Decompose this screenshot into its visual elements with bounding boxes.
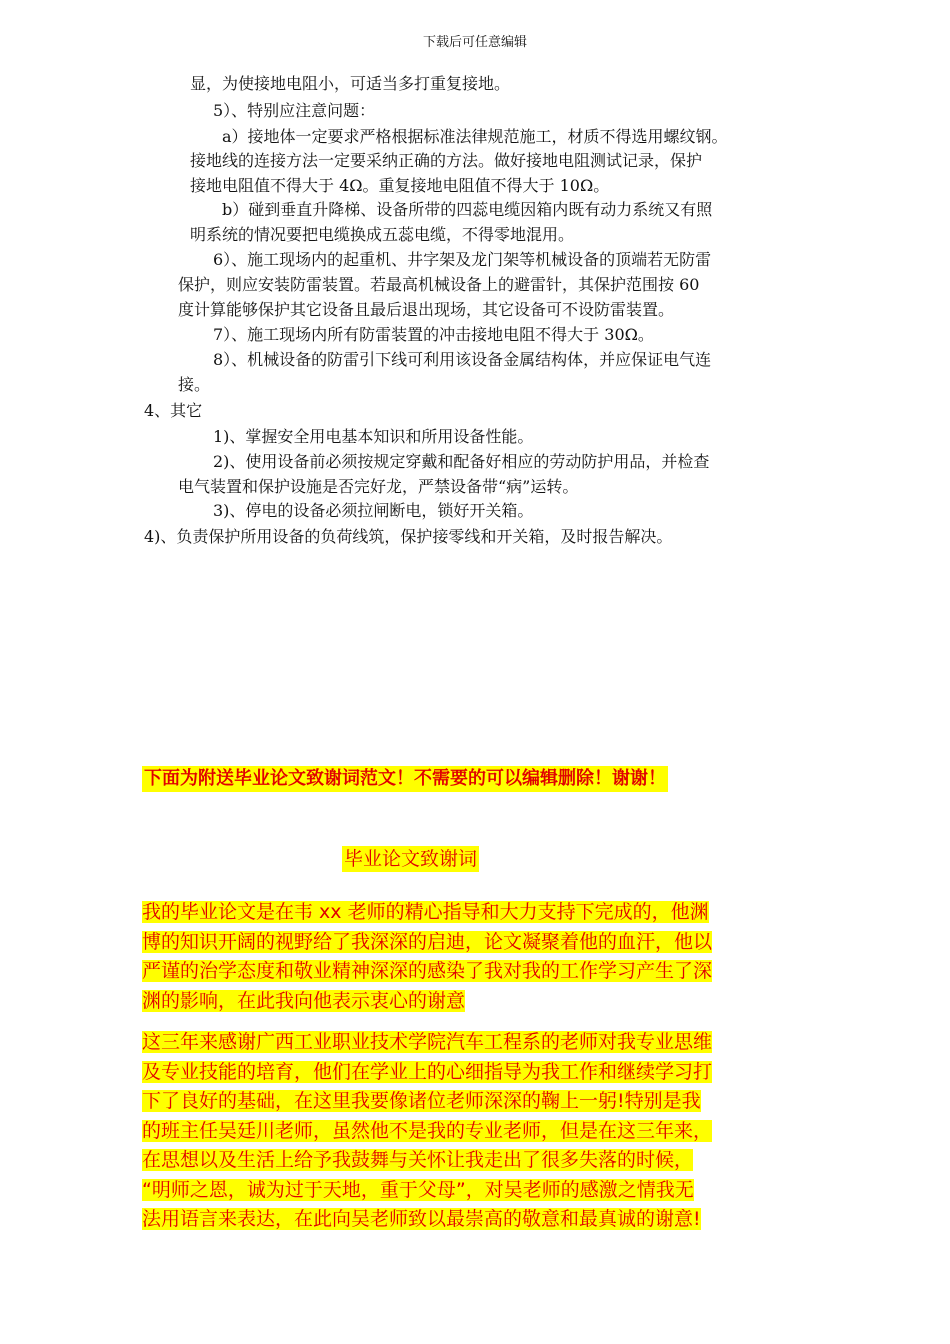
text-line: 接。: [178, 375, 211, 394]
text-line: 显，为使接地电阻小，可适当多打重复接地。: [190, 74, 511, 93]
ack-title: 毕业论文致谢词: [344, 848, 478, 870]
text-line: 度计算能够保护其它设备且最后退出现场，其它设备可不设防雷装置。: [178, 300, 675, 319]
text-line: 6）、施工现场内的起重机、井字架及龙门架等机械设备的顶端若无防雷: [213, 250, 712, 269]
text-line: a）接地体一定要求严格根据标准法律规范施工，材质不得选用螺纹钢。: [222, 127, 728, 146]
ack-line: 渊的影响，在此我向他表示衷心的谢意: [142, 989, 466, 1012]
ack-line: 我的毕业论文是在韦 xx 老师的精心指导和大力支持下完成的，他渊: [142, 901, 709, 923]
text-line: 4)、负责保护所用设备的负荷线筑，保护接零线和开关箱，及时报告解决。: [144, 527, 673, 546]
ack-line: 在思想以及生活上给予我鼓舞与关怀让我走出了很多失落的时候，: [142, 1149, 694, 1171]
page-header: 下载后可任意编辑: [422, 35, 527, 50]
ack-line: 法用语言来表达，在此向吴老师致以最崇高的敬意和最真诚的谢意!: [142, 1208, 701, 1230]
ack-paragraph-1: [142, 898, 712, 1016]
text-line: 电气装置和保护设施是否完好龙，严禁设备带“病”运转。: [178, 477, 579, 496]
ack-line: 下了良好的基础，在这里我要像诸位老师深深的鞠上一躬!特别是我: [142, 1090, 701, 1112]
ack-line: 严谨的治学态度和敬业精神深深的感染了我对我的工作学习产生了深: [142, 960, 713, 982]
ack-line: 这三年来感谢广西工业职业技术学院汽车工程系的老师对我专业思维: [142, 1031, 713, 1053]
ack-line: “明师之恩，诚为过于天地，重于父母”，对吴老师的感激之情我无: [142, 1178, 694, 1201]
text-line: 2)、使用设备前必须按规定穿戴和配备好相应的劳动防护用品，并检查: [213, 452, 710, 471]
text-line: 接地电阻值不得大于 4Ω。重复接地电阻值不得大于 10Ω。: [190, 176, 610, 195]
text-line: 5）、特别应注意问题：: [213, 101, 376, 120]
text-line: 保护，则应安装防雷装置。若最高机械设备上的避雷针，其保护范围按 60: [178, 275, 700, 294]
text-line: 8）、机械设备的防雷引下线可利用该设备金属结构体，并应保证电气连: [213, 350, 712, 369]
text-line: b）碰到垂直升降梯、设备所带的四蕊电缆因箱内既有动力系统又有照: [222, 200, 713, 219]
section-heading: 4、其它: [144, 401, 203, 420]
text-line: 接地线的连接方法一定要采纳正确的方法。做好接地电阻测试记录，保护: [190, 151, 703, 170]
text-line: 明系统的情况要把电缆换成五蕊电缆，不得零地混用。: [190, 225, 575, 244]
ack-line: 及专业技能的培育，他们在学业上的心细指导为我工作和继续学习打: [142, 1060, 713, 1083]
text-line: 3)、停电的设备必须拉闸断电，锁好开关箱。: [213, 501, 534, 520]
text-line: 7）、施工现场内所有防雷装置的冲击接地电阻不得大于 30Ω。: [213, 325, 654, 344]
ack-line: 博的知识开阔的视野给了我深深的启迪，论文凝聚着他的血汗，他以: [142, 930, 713, 953]
text-line: 1)、掌握安全用电基本知识和所用设备性能。: [213, 427, 534, 446]
ack-line: 的班主任吴廷川老师，虽然他不是我的专业老师，但是在这三年来，: [142, 1119, 713, 1142]
ack-paragraph-2: [142, 1028, 712, 1235]
notice-banner: 下面为附送毕业论文致谢词范文！不需要的可以编辑删除！谢谢！: [142, 766, 668, 792]
